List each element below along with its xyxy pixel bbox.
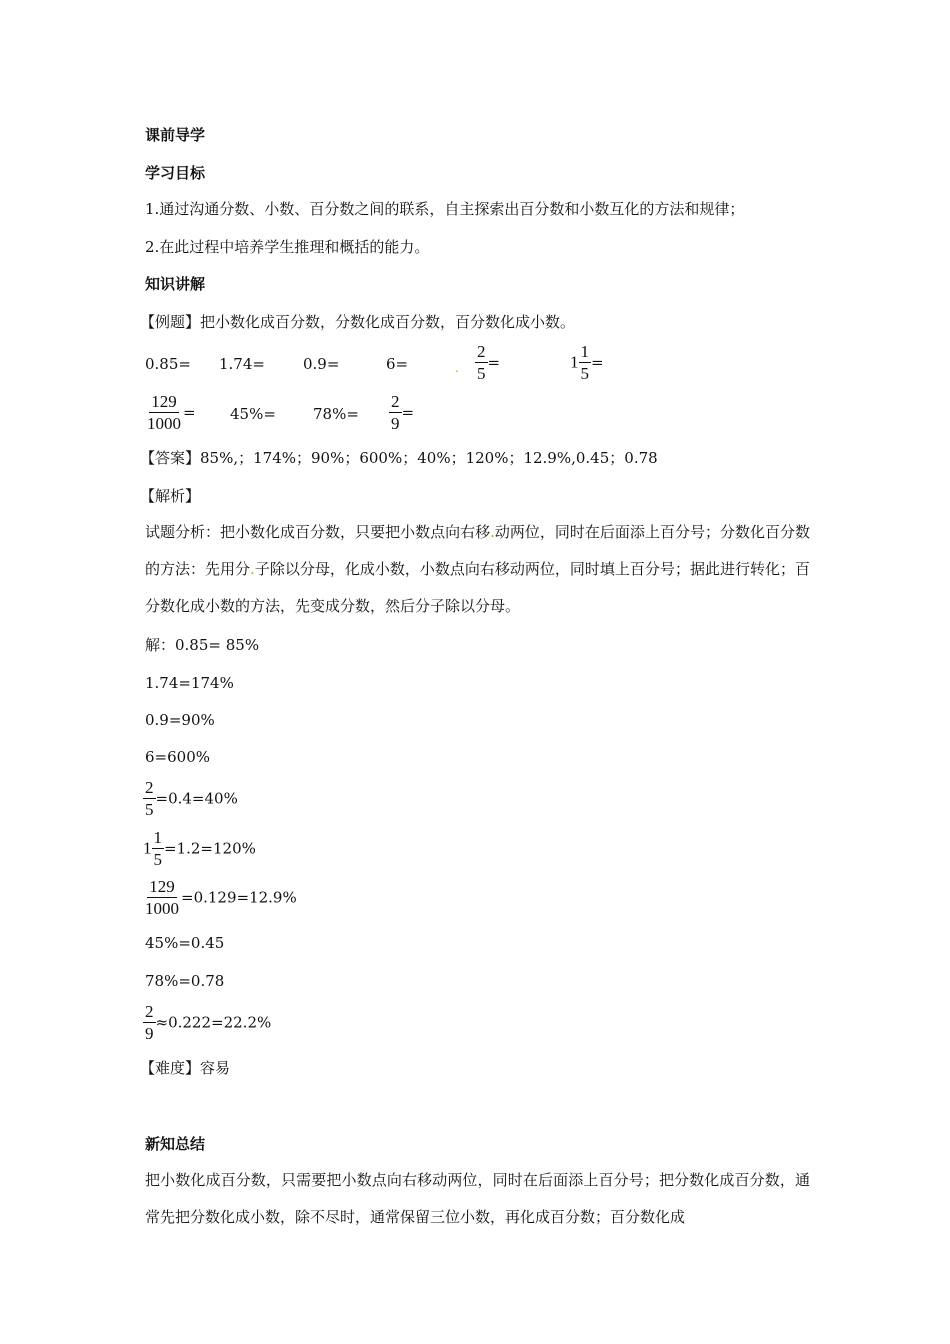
difficulty-line: [140, 1057, 230, 1079]
heading-knowledge: 知识讲解: [145, 275, 206, 293]
heading-objectives: 学习目标: [145, 164, 206, 182]
question-2: 1.74=: [219, 355, 265, 373]
heading-pre-study: 课前导学: [145, 126, 206, 144]
answer-label: 【答案】: [140, 449, 201, 467]
fraction-129-1000: $\frac{129}{1000}$: [147, 392, 181, 433]
objective-item-1: 1.通过沟通分数、小数、百分数之间的联系，自主探索出百分数和小数互化的方法和规律；: [145, 200, 745, 218]
question-3: 0.9=: [303, 355, 340, 373]
approx-symbol: ≈: [155, 1013, 169, 1032]
mixed-fraction-1-1-5: $\frac{1}{5}$: [580, 342, 589, 383]
answer-line: [140, 447, 658, 469]
example-label: 【例题】: [140, 313, 201, 331]
solution-2: 1.74=174%: [145, 674, 234, 692]
question-8: 45%=: [230, 405, 276, 423]
heading-summary: 新知总结: [145, 1135, 206, 1153]
solution-9: 78%=0.78: [145, 972, 225, 990]
fraction-2-5: $\frac{2}{5}$: [477, 342, 486, 383]
analysis-paragraph: 试题分析：把小数化成百分数，只要把小数点向右移.动两位，同时在后面添上百分号；分数化百分数的方法：先用分.子除以分母，化成小数，小数点向右移动两位，同时填上百分号；据此进行转化；百分数化成小数的方法，先变成分数，然后分子除以分母。: [145, 523, 810, 615]
fraction-2-9: $\frac{2}{9}$: [391, 392, 400, 433]
solution-4: 6=600%: [145, 748, 210, 766]
solution-3: 0.9=90%: [145, 711, 215, 729]
difficulty-value: 容易: [200, 1059, 231, 1077]
solution-10: $\frac{2}{9}$ ≈0.222=22.2%: [145, 1002, 272, 1043]
analysis-label: 【解析】: [140, 487, 201, 505]
fraction-2-5: $\frac{2}{5}$: [145, 778, 154, 819]
solution-1: 解：0.85= 85%: [145, 636, 260, 654]
example-line: [140, 311, 575, 333]
stray-dot-mark: .: [455, 361, 459, 375]
difficulty-label: 【难度】: [140, 1059, 201, 1077]
answer-text: 85%,；174%；90%；600%；40%；120%；12.9%,0.45；0.78: [200, 449, 658, 467]
question-4: 6=: [386, 355, 409, 373]
question-7: $\frac{129}{1000}$ =: [147, 392, 196, 433]
question-9: 78%=: [313, 405, 359, 423]
fraction-2-9: $\frac{2}{9}$: [145, 1002, 154, 1043]
solution-5: $\frac{2}{5}$ =0.4=40%: [145, 778, 238, 819]
solution-6: 1 $\frac{1}{5}$ =1.2=120%: [143, 828, 256, 869]
question-5: $\frac{2}{5}$ =: [477, 342, 501, 383]
summary-paragraph: 把小数化成百分数，只需要把小数点向右移动两位，同时在后面添上百分号；把分数化成百分数，通常先把分数化成小数，除不尽时，通常保留三位小数，再化成百分数；百分数化成: [145, 1171, 810, 1226]
question-6: 1 $\frac{1}{5}$ =: [570, 342, 604, 383]
example-text: 把小数化成百分数，分数化成百分数，百分数化成小数。: [200, 313, 576, 331]
mixed-fraction-1-1-5: $\frac{1}{5}$: [153, 828, 162, 869]
question-10: $\frac{2}{9}$ =: [391, 392, 415, 433]
question-1: 0.85=: [145, 355, 191, 373]
solution-7: $\frac{129}{1000}$ =0.129=12.9%: [145, 877, 297, 918]
objective-item-2: 2.在此过程中培养学生推理和概括的能力。: [145, 238, 430, 256]
fraction-129-1000: $\frac{129}{1000}$: [145, 877, 179, 918]
solution-8: 45%=0.45: [145, 934, 225, 952]
